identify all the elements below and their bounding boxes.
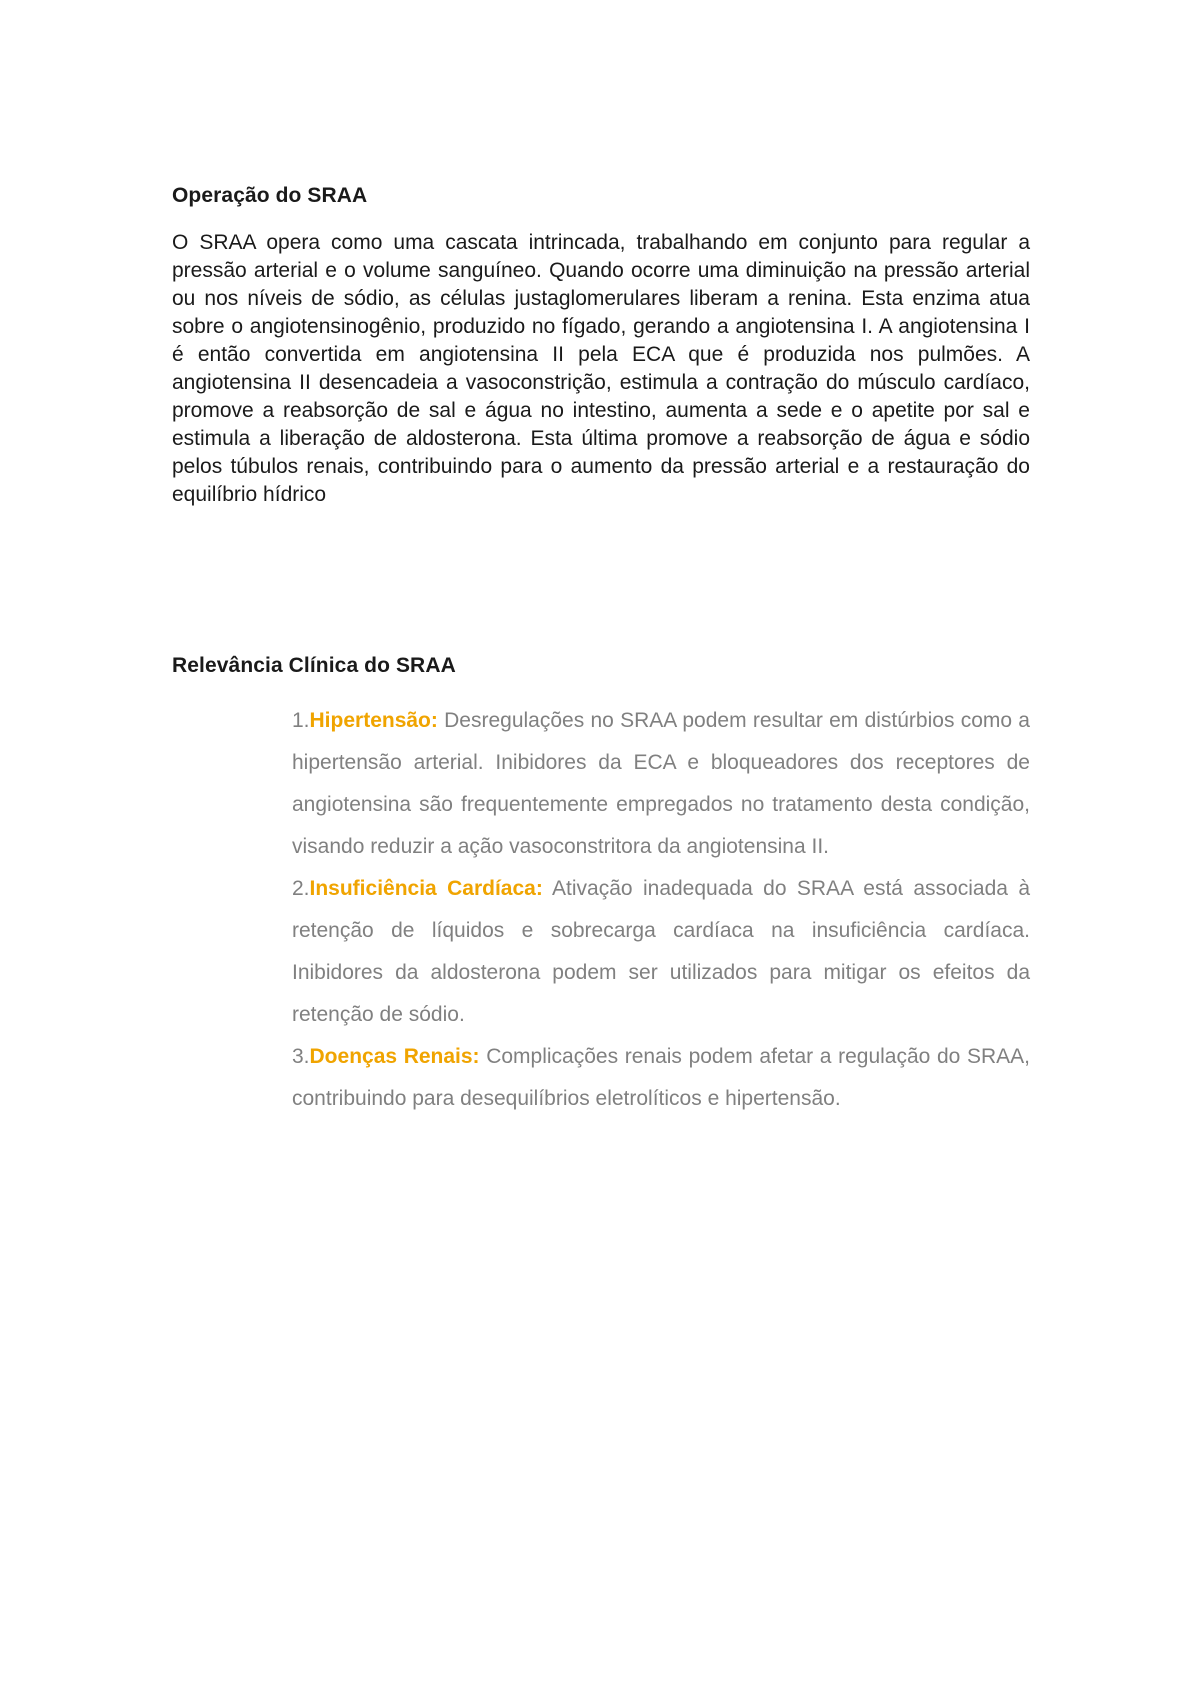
list-item	[292, 1036, 1030, 1120]
list-item-number: 1.	[292, 709, 310, 732]
list-item-number: 2.	[292, 877, 310, 900]
operation-paragraph: O SRAA opera como uma cascata intrincada, trabalhando em conjunto para regular a pressão arterial e o volume sanguíneo. Quando ocorre uma diminuição na pressão arterial ou nos níveis de sódio, as células justaglomerulares liberam a renina. Esta enzima atua sobre o angiotensinogênio, produzido no fígado, gerando a angiotensina I. A angiotensina I é então convertida em angiotensina II pela ECA que é produzida nos pulmões. A angiotensina II desencadeia a vasoconstrição, estimula a contração do músculo cardíaco, promove a reabsorção de sal e água no intestino, aumenta a sede e o apetite por sal e estimula a liberação de aldosterona. Esta última promove a reabsorção de água e sódio pelos túbulos renais, contribuindo para o aumento da pressão arterial e a restauração do equilíbrio hídrico	[172, 231, 1030, 506]
list-item-term: Doenças Renais:	[309, 1045, 480, 1068]
list-item	[292, 700, 1030, 868]
list-item-number: 3.	[292, 1045, 310, 1068]
list-item-text: Complicações renais podem afetar a regulação do SRAA, contribuindo para desequilíbrios eletrolíticos e hipertensão.	[292, 1045, 1030, 1110]
section-heading-operation: Operação do SRAA	[172, 184, 368, 207]
clinical-relevance-list	[292, 700, 1030, 1120]
list-item-text: Desregulações no SRAA podem resultar em distúrbios como a hipertensão arterial. Inibidores da ECA e bloqueadores dos receptores de angiotensina são frequentemente empregados no tratamento desta condição, visando reduzir a ação vasoconstritora da angiotensina II.	[292, 709, 1030, 858]
list-item	[292, 868, 1030, 1036]
list-item-term: Insuficiência Cardíaca:	[309, 877, 543, 900]
section-heading-clinical-relevance: Relevância Clínica do SRAA	[172, 654, 456, 677]
list-item-text: Ativação inadequada do SRAA está associada à retenção de líquidos e sobrecarga cardíaca na insuficiência cardíaca. Inibidores da aldosterona podem ser utilizados para mitigar os efeitos da retenção de sódio.	[292, 877, 1030, 1026]
list-item-term: Hipertensão:	[309, 709, 438, 732]
